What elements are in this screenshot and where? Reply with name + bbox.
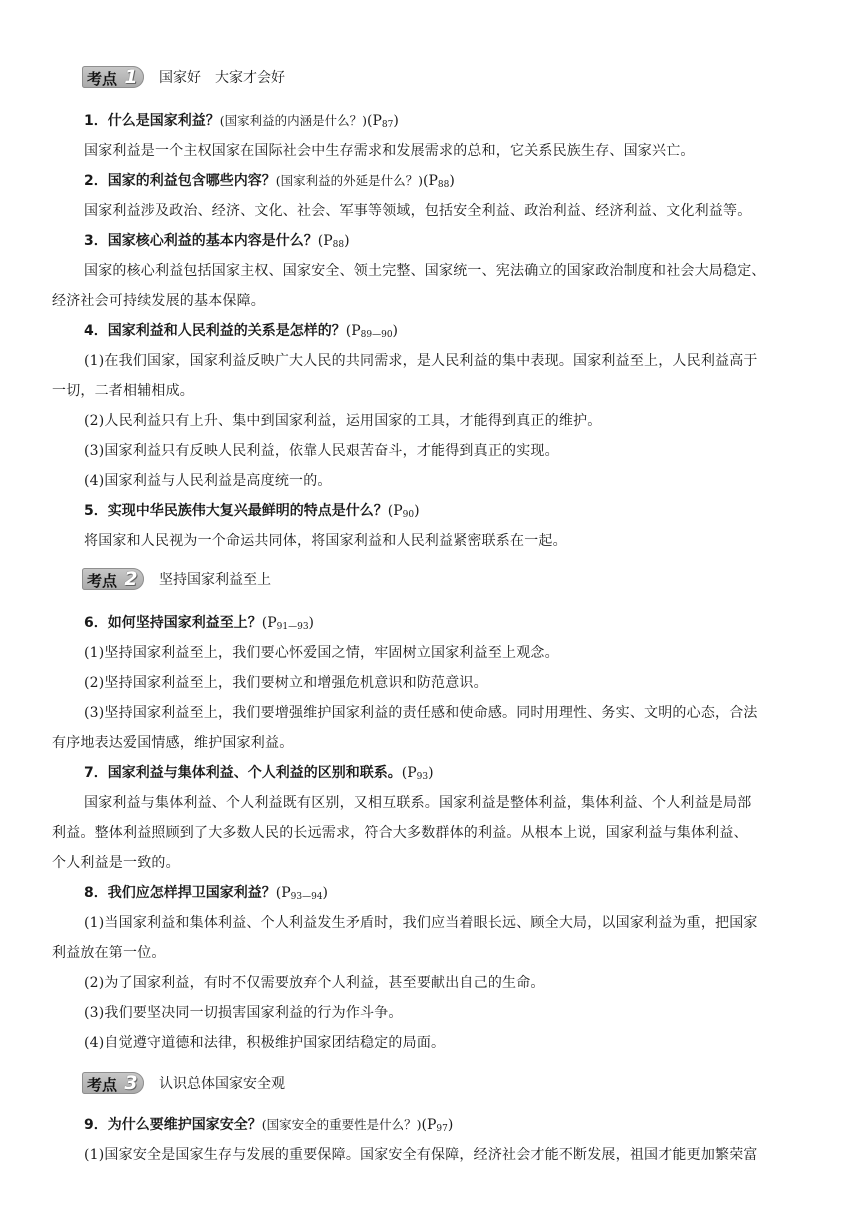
answer-line: 国家利益是一个主权国家在国际社会中生存需求和发展需求的总和，它关系民族生存、国家兴亡。 — [84, 143, 695, 159]
page-ref: $(P_{97})$ — [421, 1117, 454, 1134]
section-1-header — [82, 64, 285, 90]
section-2-header — [82, 566, 271, 592]
question-number: 5． — [84, 503, 108, 519]
answer-line: 国家利益涉及政治、经济、文化、社会、军事等领域，包括安全利益、政治利益、经济利益、文化利益等。 — [84, 203, 752, 219]
question-text: 国家利益与集体利益、个人利益的区别和联系。 — [107, 765, 402, 781]
question-number: 4． — [84, 323, 108, 339]
question-number: 9． — [84, 1117, 108, 1133]
answer-line: 国家利益与集体利益、个人利益既有区别，又相互联系。国家利益是整体利益，集体利益、个人利益是局部 — [84, 795, 752, 811]
answer-line: (1)坚持国家利益至上，我们要心怀爱国之情，牢固树立国家利益至上观念。 — [84, 645, 559, 661]
answer-line: 利益放在第一位。 — [52, 945, 166, 961]
question-text: 什么是国家利益？ — [107, 113, 220, 129]
page-ref: $(P_{89—90})$ — [345, 323, 399, 340]
badge-number: 3 — [124, 1072, 138, 1094]
badge-number: 2 — [124, 568, 138, 590]
question-text: 我们应怎样捍卫国家利益？ — [107, 885, 276, 901]
question-1 — [52, 112, 844, 134]
section-title: 国家好 大家才会好 — [159, 70, 285, 86]
kaodian-badge — [82, 66, 144, 88]
badge-number: 1 — [124, 66, 138, 88]
question-text: 如何坚持国家利益至上？ — [107, 615, 262, 631]
page-ref: $(P_{93})$ — [401, 765, 434, 782]
question-number: 6． — [84, 615, 108, 631]
question-4 — [52, 322, 844, 344]
answer-line: (3)国家利益只有反映人民利益，依靠人民艰苦奋斗，才能得到真正的实现。 — [84, 443, 559, 459]
section-title: 认识总体国家安全观 — [159, 1076, 285, 1092]
answer-line: (3)坚持国家利益至上，我们要增强维护国家利益的责任感和使命感。同时用理性、务实、文明的心态，合法 — [84, 705, 758, 721]
question-text: 为什么要维护国家安全？ — [107, 1117, 262, 1133]
section-3-header — [82, 1070, 285, 1096]
question-7 — [52, 764, 844, 786]
answer-line: (1)国家安全是国家生存与发展的重要保障。国家安全有保障，经济社会才能不断发展，祖国才能更加繁荣富 — [84, 1147, 758, 1163]
badge-label: 考点 — [87, 1076, 118, 1094]
question-hint: (国家安全的重要性是什么？) — [261, 1117, 422, 1132]
question-3 — [52, 232, 844, 254]
answer-line: (1)当国家利益和集体利益、个人利益发生矛盾时，我们应当着眼长远、顾全大局，以国家利益为重，把国家 — [84, 915, 758, 931]
answer-line: 经济社会可持续发展的基本保障。 — [52, 293, 265, 309]
page-ref: $(P_{90})$ — [387, 503, 420, 520]
answer-line: 一切，二者相辅相成。 — [52, 383, 194, 399]
answer-line: 有序地表达爱国情感，维护国家利益。 — [52, 735, 294, 751]
question-text: 国家利益和人民利益的关系是怎样的？ — [107, 323, 346, 339]
answer-line: (2)坚持国家利益至上，我们要树立和增强危机意识和防范意识。 — [84, 675, 488, 691]
answer-line: 利益。整体利益照顾到了大多数人民的长远需求，符合大多数群体的利益。从根本上说，国家利益与集体利益、 — [52, 825, 748, 841]
question-8 — [52, 884, 844, 906]
answer-line: (3)我们要坚决同一切损害国家利益的行为作斗争。 — [84, 1005, 403, 1021]
kaodian-badge — [82, 568, 144, 590]
question-number: 1． — [84, 113, 108, 129]
question-number: 7． — [84, 765, 108, 781]
question-2 — [52, 172, 844, 194]
answer-line: (2)为了国家利益，有时不仅需要放弃个人利益，甚至要献出自己的生命。 — [84, 975, 545, 991]
answer-line: 个人利益是一致的。 — [52, 855, 180, 871]
question-5 — [52, 502, 844, 524]
answer-line: 将国家和人民视为一个命运共同体，将国家利益和人民利益紧密联系在一起。 — [84, 533, 567, 549]
page-ref: $(P_{93—94})$ — [275, 885, 329, 902]
page-ref: $(P_{91—93})$ — [261, 615, 315, 632]
question-9 — [52, 1116, 844, 1138]
answer-line: 国家的核心利益包括国家主权、国家安全、领土完整、国家统一、宪法确立的国家政治制度和社会大局稳定、 — [84, 263, 766, 279]
question-text: 国家的利益包含哪些内容？ — [107, 173, 276, 189]
answer-line: (2)人民利益只有上升、集中到国家利益，运用国家的工具，才能得到真正的维护。 — [84, 413, 602, 429]
question-number: 3． — [84, 233, 108, 249]
question-number: 8． — [84, 885, 108, 901]
badge-label: 考点 — [87, 70, 118, 88]
question-text: 国家核心利益的基本内容是什么？ — [107, 233, 318, 249]
answer-line: (4)自觉遵守道德和法律，积极维护国家团结稳定的局面。 — [84, 1035, 446, 1051]
page-ref: $(P_{87})$ — [367, 113, 399, 130]
section-title: 坚持国家利益至上 — [159, 572, 271, 588]
page-ref: $(P_{88})$ — [317, 233, 350, 250]
question-6 — [52, 614, 844, 636]
answer-line: (4)国家利益与人民利益是高度统一的。 — [84, 473, 332, 489]
page-ref: $(P_{88})$ — [423, 173, 455, 190]
question-hint: (国家利益的外延是什么？) — [275, 173, 424, 188]
question-number: 2． — [84, 173, 108, 189]
kaodian-badge — [82, 1072, 144, 1094]
question-text: 实现中华民族伟大复兴最鲜明的特点是什么？ — [107, 503, 388, 519]
question-hint: (国家利益的内涵是什么？) — [219, 113, 368, 128]
answer-line: (1)在我们国家，国家利益反映广大人民的共同需求，是人民利益的集中表现。国家利益至上，人民利益高于 — [84, 353, 758, 369]
badge-label: 考点 — [87, 572, 118, 590]
